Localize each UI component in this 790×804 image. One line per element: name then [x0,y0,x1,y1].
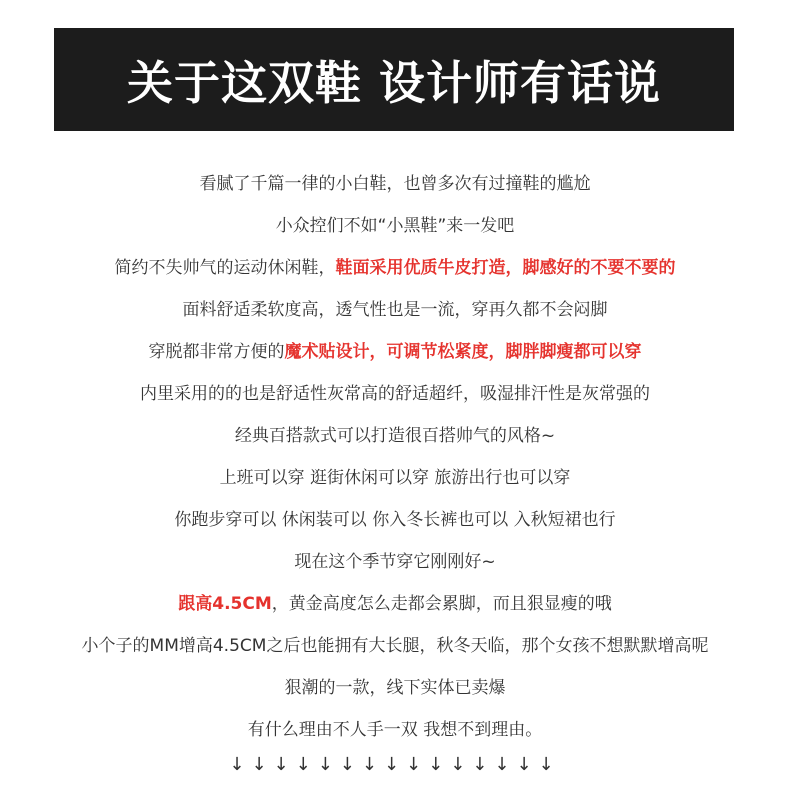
down-arrows-icon: ↓↓↓↓↓↓↓↓↓↓↓↓↓↓↓ [229,754,561,775]
text-line: 上班可以穿 逛街休闲可以穿 旅游出行也可以穿 [219,468,571,488]
highlight-text: 跟高4.5CM [178,594,272,614]
text-line: 内里采用的的也是舒适性灰常高的舒适超纤，吸湿排汗性是灰常强的 [140,384,650,404]
text-line: 狠潮的一款，线下实体已卖爆 [284,678,506,698]
text-line: 看腻了千篇一律的小白鞋，也曾多次有过撞鞋的尴尬 [199,174,591,194]
text-line: 经典百搭款式可以打造很百搭帅气的风格~ [234,426,556,446]
text-line: 跟高4.5CM，黄金高度怎么走都会累脚，而且狠显瘦的哦 [178,594,612,614]
title-banner [54,28,734,131]
text-line: 简约不失帅气的运动休闲鞋，鞋面采用优质牛皮打造，脚感好的不要不要的 [114,258,676,278]
page-title: 关于这双鞋 设计师有话说 [126,55,661,110]
highlight-text: 鞋面采用优质牛皮打造，脚感好的不要不要的 [335,258,676,278]
text-line: 小个子的MM增高4.5CM之后也能拥有大长腿，秋冬天临，那个女孩不想默默增高呢 [81,636,709,656]
highlight-text: 魔术贴设计，可调节松紧度，脚胖脚瘦都可以穿 [284,342,642,362]
text-line: 穿脱都非常方便的魔术贴设计，可调节松紧度，脚胖脚瘦都可以穿 [148,342,642,362]
text-line: 小众控们不如“小黑鞋”来一发吧 [275,216,515,236]
text-line: 有什么理由不人手一双 我想不到理由。 [247,720,543,740]
text-line: 面料舒适柔软度高，透气性也是一流，穿再久都不会闷脚 [182,300,608,320]
text-line: 现在这个季节穿它刚刚好~ [294,552,496,572]
description-text [0,163,790,751]
text-line: 你跑步穿可以 休闲装可以 你入冬长裤也可以 入秋短裙也行 [174,510,616,530]
